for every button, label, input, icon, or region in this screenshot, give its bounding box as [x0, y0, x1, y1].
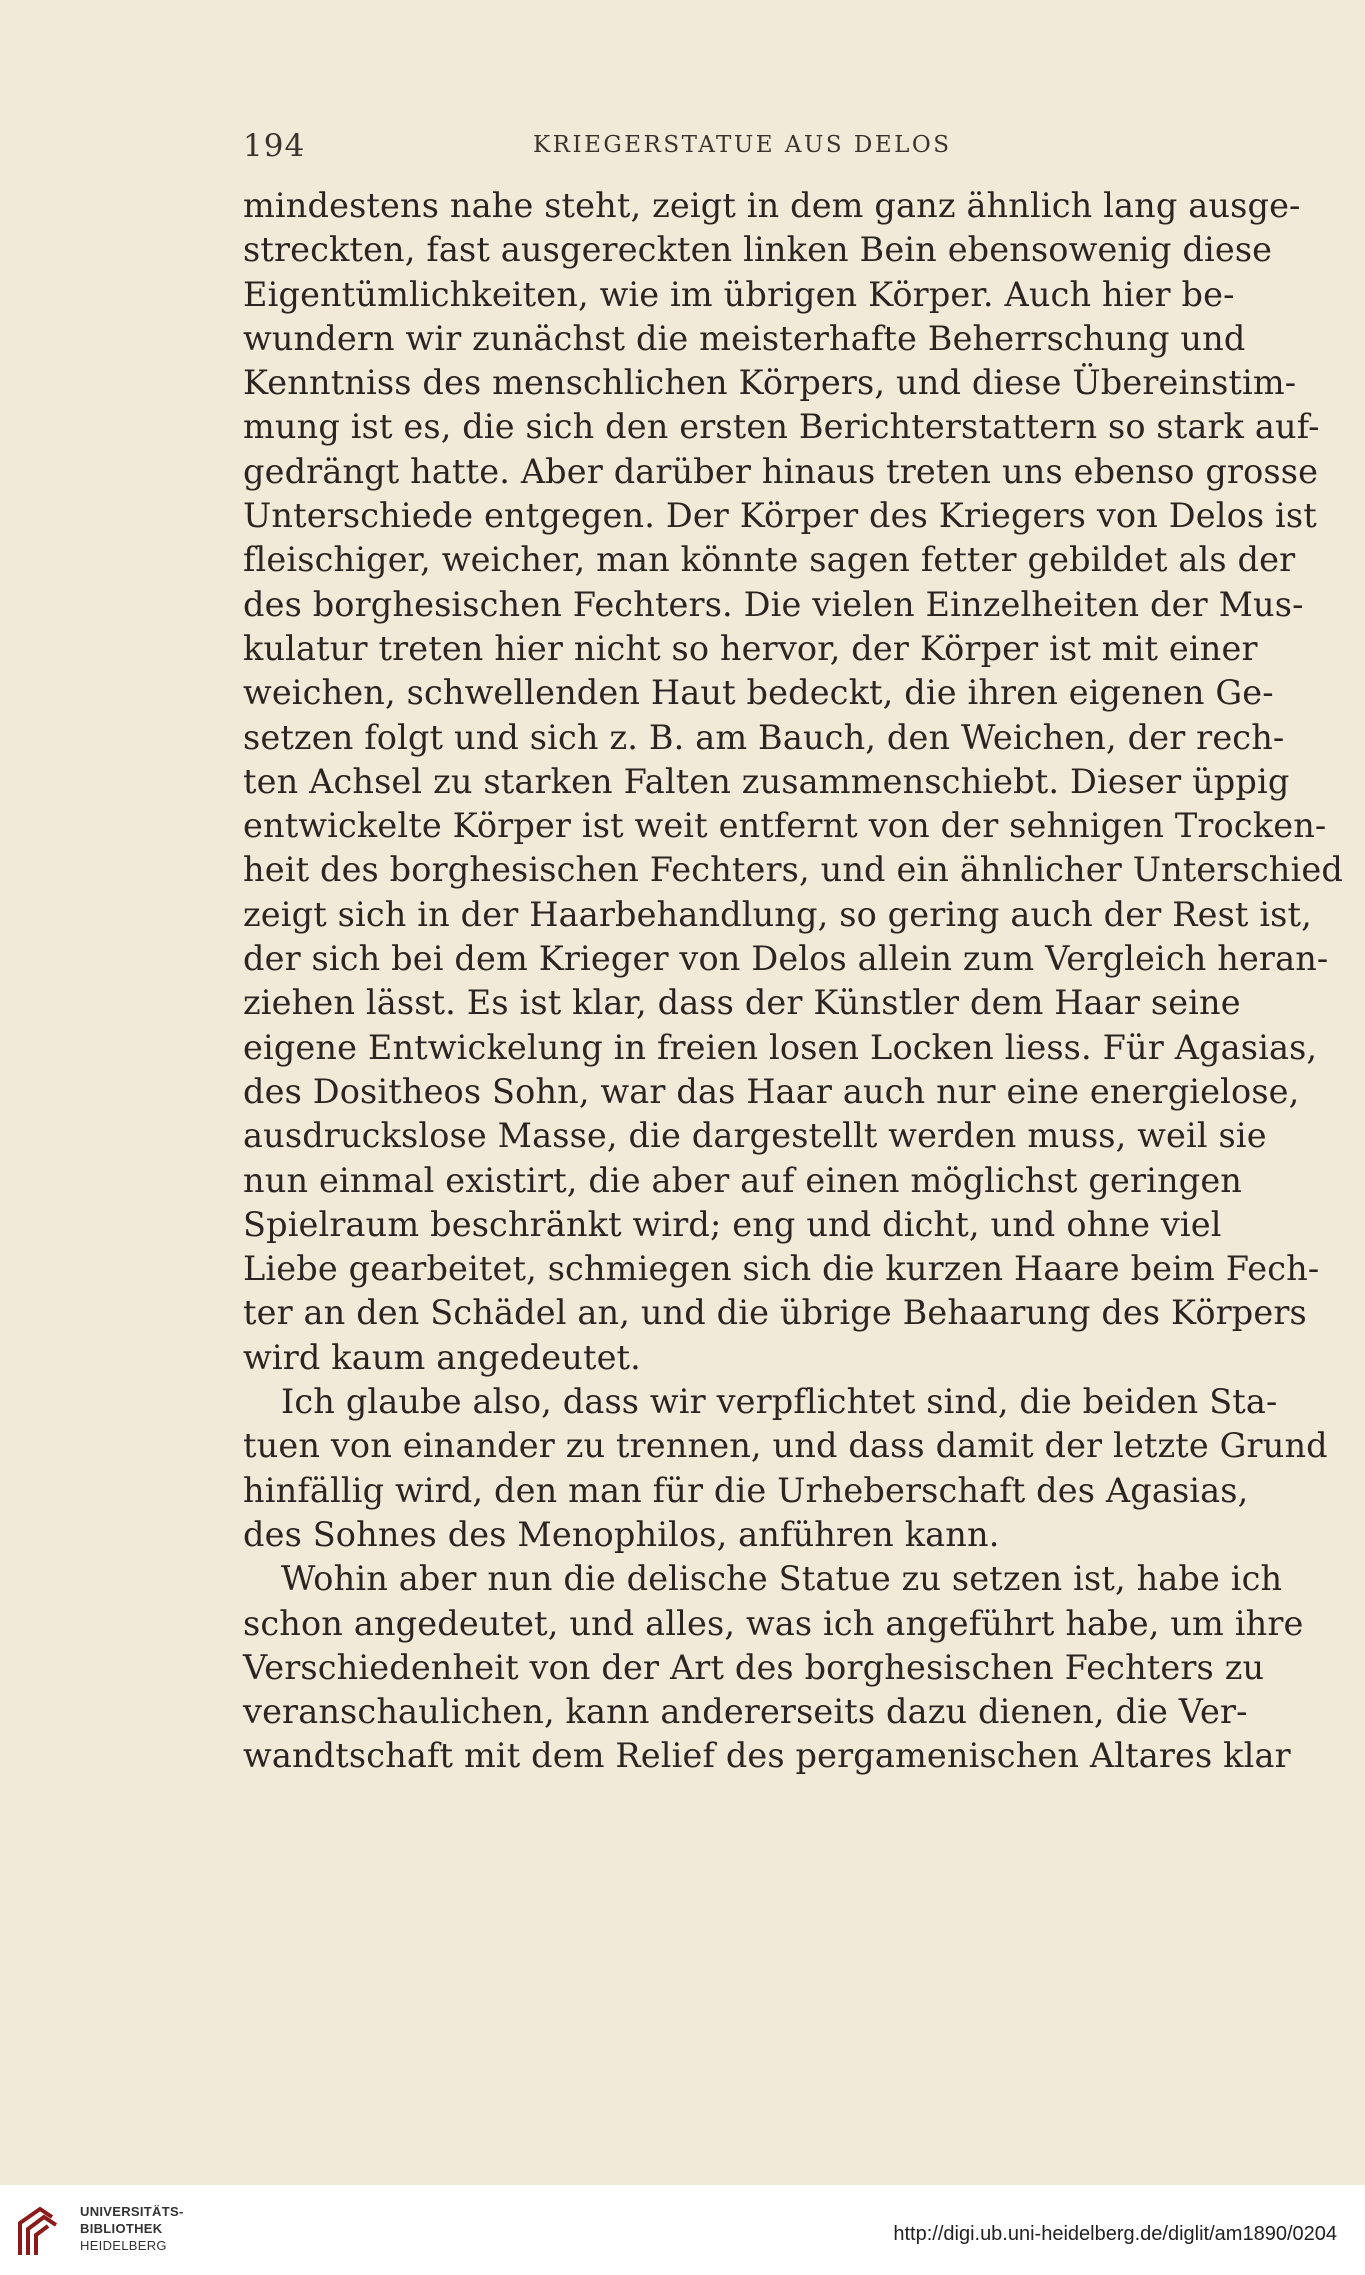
text-line: eigene Entwickelung in freien losen Locken liess. Für Agasias, — [243, 1027, 1318, 1067]
running-title: KRIEGERSTATUE AUS DELOS — [533, 132, 952, 158]
page-header — [243, 128, 1215, 168]
text-line: wird kaum angedeutet. — [243, 1337, 641, 1377]
text-line: des Sohnes des Menophilos, anführen kann. — [243, 1514, 1000, 1554]
text-line: der sich bei dem Krieger von Delos allein zum Vergleich heran- — [243, 939, 1329, 979]
text-line: Spielraum beschränkt wird; eng und dicht, und ohne viel — [243, 1204, 1222, 1244]
library-name-line: BIBLIOTHEK — [80, 2221, 163, 2236]
body-text — [243, 184, 1343, 1779]
library-name-line: UNIVERSITÄTS- — [80, 2204, 184, 2219]
text-line: setzen folgt und sich z. B. am Bauch, den Weichen, der rech- — [243, 717, 1285, 757]
text-line: zeigt sich in der Haarbehandlung, so gering auch der Rest ist, — [243, 894, 1312, 934]
text-line: gedrängt hatte. Aber darüber hinaus treten uns ebenso grosse — [243, 451, 1319, 491]
text-line: Eigentümlichkeiten, wie im übrigen Körper. Auch hier be- — [243, 274, 1235, 314]
text-line: Wohin aber nun die delische Statue zu setzen ist, habe ich — [281, 1559, 1283, 1599]
library-logo-icon — [12, 2203, 72, 2263]
text-line: hinfällig wird, den man für die Urheberschaft des Agasias, — [243, 1470, 1249, 1510]
text-line: weichen, schwellenden Haut bedeckt, die ihren eigenen Ge- — [243, 673, 1274, 713]
text-line: Unterschiede entgegen. Der Körper des Kriegers von Delos ist — [243, 496, 1317, 536]
text-line: ter an den Schädel an, und die übrige Behaarung des Körpers — [243, 1293, 1307, 1333]
text-line: ziehen lässt. Es ist klar, dass der Künstler dem Haar seine — [243, 983, 1241, 1023]
text-line: schon angedeutet, und alles, was ich angeführt habe, um ihre — [243, 1603, 1304, 1643]
text-line: mung ist es, die sich den ersten Berichterstattern so stark auf- — [243, 407, 1320, 447]
text-line: nun einmal existirt, die aber auf einen möglichst geringen — [243, 1160, 1243, 1200]
text-line: mindestens nahe steht, zeigt in dem ganz ähnlich lang ausge- — [243, 186, 1301, 225]
text-line: kulatur treten hier nicht so hervor, der Körper ist mit einer — [243, 628, 1258, 668]
text-line: Verschiedenheit von der Art des borghesischen Fechters zu — [243, 1647, 1265, 1687]
digitization-footer — [0, 2185, 1365, 2275]
text-line: des borghesischen Fechters. Die vielen Einzelheiten der Mus- — [243, 584, 1304, 624]
text-line: ausdruckslose Masse, die dargestellt werden muss, weil sie — [243, 1116, 1267, 1156]
text-line: wandtschaft mit dem Relief des pergamenischen Altares klar — [243, 1736, 1291, 1776]
library-name — [80, 2203, 184, 2254]
source-url[interactable]: http://digi.ub.uni-heidelberg.de/diglit/am1890/0204 — [893, 2223, 1337, 2245]
text-line: tuen von einander zu trennen, und dass damit der letzte Grund — [243, 1426, 1328, 1466]
text-line: streckten, fast ausgereckten linken Bein ebensowenig diese — [243, 230, 1273, 270]
page-number: 194 — [243, 128, 306, 164]
text-line: wundern wir zunächst die meisterhafte Beherrschung und — [243, 318, 1246, 358]
text-line: entwickelte Körper ist weit entfernt von der sehnigen Trocken- — [243, 806, 1327, 846]
library-name-line: HEIDELBERG — [80, 2238, 167, 2253]
text-line: heit des borghesischen Fechters, und ein ähnlicher Unterschied — [243, 850, 1343, 890]
text-line: des Dositheos Sohn, war das Haar auch nur eine energielose, — [243, 1071, 1300, 1111]
text-line: Liebe gearbeitet, schmiegen sich die kurzen Haare beim Fech- — [243, 1249, 1320, 1289]
text-line: veranschaulichen, kann andererseits dazu dienen, die Ver- — [243, 1692, 1248, 1732]
text-line: Kenntniss des menschlichen Körpers, und diese Übereinstim- — [243, 363, 1297, 403]
text-line: fleischiger, weicher, man könnte sagen fetter gebildet als der — [243, 540, 1296, 580]
text-line: ten Achsel zu starken Falten zusammenschiebt. Dieser üppig — [243, 761, 1290, 801]
text-line: Ich glaube also, dass wir verpflichtet sind, die beiden Sta- — [281, 1382, 1278, 1422]
